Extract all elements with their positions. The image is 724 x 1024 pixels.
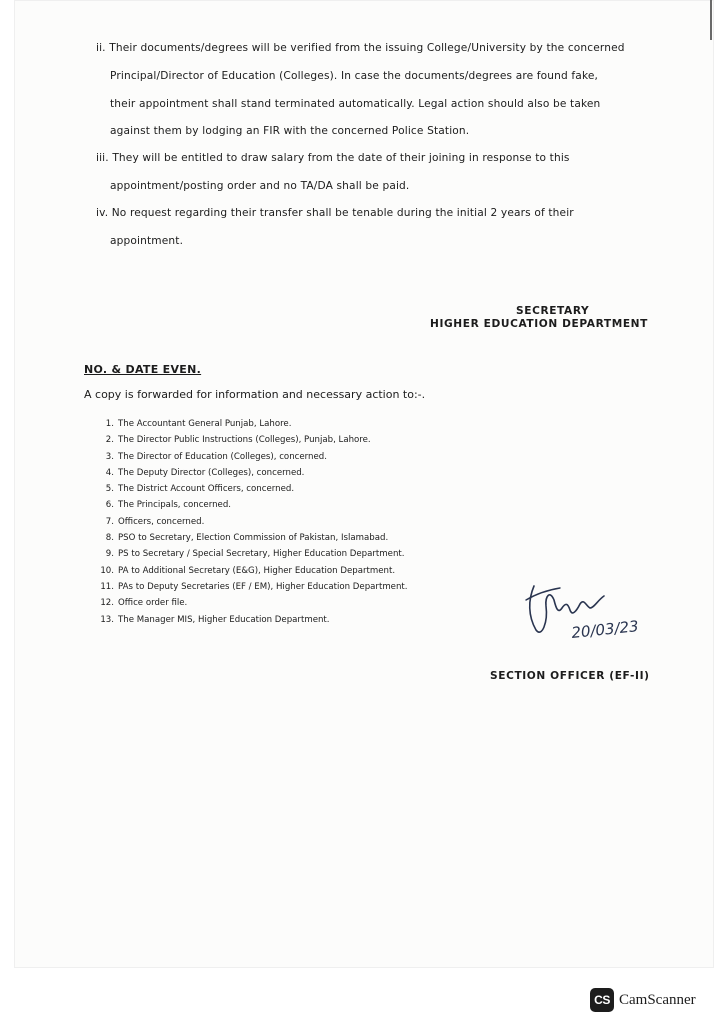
section-officer-title: SECTION OFFICER (EF-II) <box>490 670 650 682</box>
item-text: Office order file. <box>118 598 188 609</box>
condition-iv-line-1: iv. No request regarding their transfer shall be tenable during the initial 2 years of their <box>96 207 574 219</box>
item-number: 9. <box>105 549 114 560</box>
secretary-department: HIGHER EDUCATION DEPARTMENT <box>430 318 648 330</box>
camscanner-watermark <box>590 988 696 1012</box>
item-number: 5. <box>105 484 114 495</box>
condition-iii-line-1: iii. They will be entitled to draw salary from the date of their joining in response to this <box>96 152 570 164</box>
condition-iv-line-2: appointment. <box>110 235 184 247</box>
handwritten-signature <box>520 578 650 648</box>
list-item <box>90 432 408 448</box>
condition-ii-line-3: their appointment shall stand terminated automatically. Legal action should also be taken <box>110 98 601 110</box>
list-item <box>90 530 408 546</box>
item-text: The Accountant General Punjab, Lahore. <box>118 419 292 429</box>
secretary-title: SECRETARY <box>516 305 590 317</box>
item-text: The Director Public Instructions (Colleges), Punjab, Lahore. <box>118 435 371 446</box>
list-item <box>90 579 408 595</box>
condition-ii-line-4: against them by lodging an FIR with the concerned Police Station. <box>110 125 470 137</box>
list-item <box>90 546 408 562</box>
list-item <box>90 449 408 465</box>
list-item <box>90 563 408 579</box>
list-item <box>90 514 408 530</box>
list-item <box>90 595 408 611</box>
scanned-page <box>14 0 714 968</box>
camscanner-logo-icon: CS <box>590 988 614 1012</box>
item-text: The District Account Officers, concerned. <box>118 484 295 495</box>
item-number: 6. <box>105 500 114 511</box>
list-item <box>90 465 408 481</box>
item-number: 10. <box>100 565 114 576</box>
camscanner-label: CamScanner <box>619 991 696 1008</box>
scan-edge-line <box>710 0 712 40</box>
item-number: 12. <box>100 598 114 609</box>
list-item <box>90 481 408 497</box>
item-text: The Deputy Director (Colleges), concerned. <box>118 467 305 478</box>
item-number: 3. <box>105 451 114 462</box>
condition-iii-line-2: appointment/posting order and no TA/DA shall be paid. <box>110 180 410 192</box>
condition-ii-line-1: ii. Their documents/degrees will be verified from the issuing College/University by the concerned <box>96 42 625 54</box>
condition-ii-line-2: Principal/Director of Education (Colleges). In case the documents/degrees are found fake, <box>110 70 599 82</box>
item-text: Officers, concerned. <box>118 516 205 527</box>
list-item <box>90 612 408 628</box>
item-text: PSO to Secretary, Election Commission of Pakistan, Islamabad. <box>118 533 389 544</box>
item-text: PA to Additional Secretary (E&G), Higher Education Department. <box>118 565 396 576</box>
forwarding-text: A copy is forwarded for information and necessary action to:-. <box>84 388 426 401</box>
list-item <box>90 497 408 513</box>
item-number: 11. <box>100 581 114 592</box>
item-number: 8. <box>105 533 114 544</box>
item-number: 1. <box>105 419 114 429</box>
item-text: The Director of Education (Colleges), concerned. <box>118 451 327 462</box>
item-number: 4. <box>105 467 114 478</box>
item-text: PS to Secretary / Special Secretary, Higher Education Department. <box>118 549 405 560</box>
reference-heading: NO. & DATE EVEN. <box>84 363 202 376</box>
item-number: 13. <box>100 614 114 625</box>
item-text: The Principals, concerned. <box>118 500 232 511</box>
item-text: The Manager MIS, Higher Education Department. <box>118 614 330 625</box>
item-text: PAs to Deputy Secretaries (EF / EM), Higher Education Department. <box>118 581 408 592</box>
list-item <box>90 416 408 432</box>
distribution-list <box>90 416 408 628</box>
item-number: 2. <box>105 435 114 446</box>
signature-date: 20/03/23 <box>570 617 640 642</box>
item-number: 7. <box>105 516 114 527</box>
